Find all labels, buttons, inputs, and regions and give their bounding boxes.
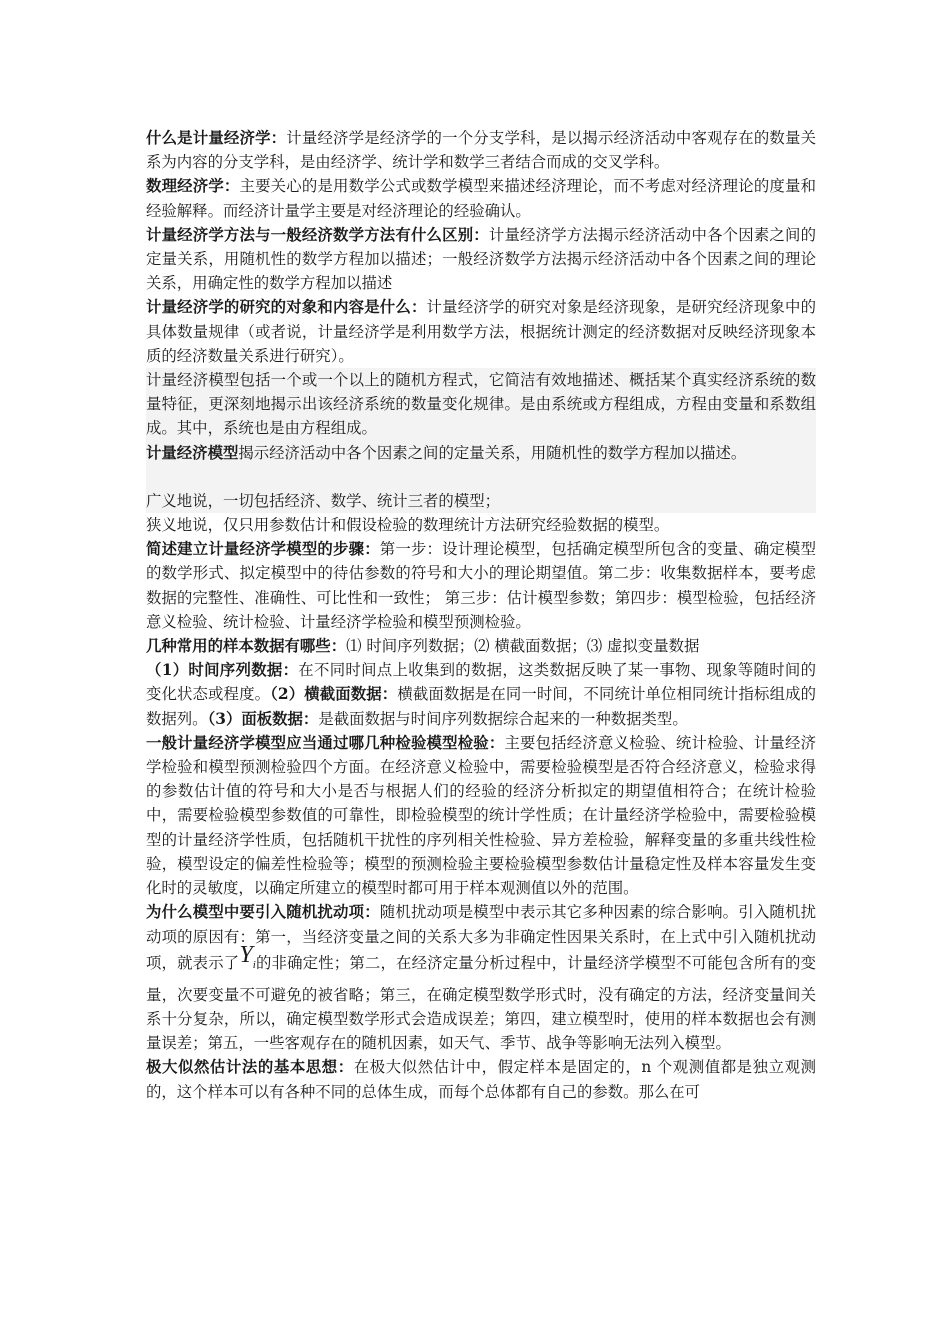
paragraph-mle	[146, 1055, 816, 1103]
paragraph-narrow-sense	[146, 513, 816, 537]
heading: 一般计量经济学模型应当通过哪几种检验模型检验：	[146, 733, 505, 752]
heading: 什么是计量经济学：	[146, 129, 287, 147]
paragraph-model-steps	[146, 537, 816, 634]
body-text: 主要包括经济意义检验、统计检验、计量经济学检验和模型预测检验四个方面。在经济意义检验中，需要检验模型是否符合经济意义，检验求得的参数估计值的符号和大小是否与根据人们的经验的经济分析拟定的期望值相符合；在统计检验中，需要检验模型参数值的可靠性，即检验模型的统计学性质；在计量经济学检验中，需要检验模型的计量经济学性质，包括随机干扰性的序列相关性检验、异方差检验，解释变量的多重共线性检验，模型设定的偏差性检验等；模型的预测检验主要检验模型参数估计量稳定性及样本容量发生变化时的灵敏度，以确定所建立的模型时都可用于样本观测值以外的范围。	[146, 733, 816, 898]
math-yi	[239, 941, 256, 971]
paragraph-econometrics-definition	[146, 126, 816, 174]
body-text: 在不同时间点上收集到的数据，这类数据反映了某一事物、现象等随时间的变化状态或程度。	[146, 661, 816, 704]
body-text: 广义地说，一切包括经济、数学、统计三者的模型；	[146, 491, 500, 510]
heading: 为什么模型中要引入随机扰动项：	[146, 903, 380, 922]
paragraph-random-disturbance	[146, 900, 816, 1055]
body-text: 横截面数据是在同一时间，不同统计单位相同统计指标组成的数据列。	[146, 685, 816, 728]
paragraph-model-description	[146, 368, 816, 441]
body-text: 计量经济学方法揭示经济活动中各个因素之间的定量关系，用随机性的数学方程加以描述；一般经济数学方法揭示经济活动中各个因素之间的理论关系，用确定性的数学方程加以描述	[146, 225, 816, 293]
heading: 简述建立计量经济学模型的步骤：	[146, 540, 380, 559]
blank-line	[146, 465, 816, 489]
heading: 几种常用的样本数据有哪些：	[146, 637, 347, 656]
body-text: 计量经济模型包括一个或一个以上的随机方程式，它简洁有效地描述、概括某个真实经济系统的数量特征，更深刻地揭示出该经济系统的数量变化规律。是由系统或方程组成，方程由变量和系数组成。其中，系统也是由方程组成。	[146, 371, 816, 438]
paragraph-mathematical-economics	[146, 174, 816, 222]
body-text: 揭示经济活动中各个因素之间的定量关系，用随机性的数学方程加以描述。	[238, 443, 747, 462]
body-text: 第一步：设计理论模型，包括确定模型所包含的变量、确定模型的数学形式、拟定模型中的待估参数的符号和大小的理论期望值。第二步：收集数据样本，要考虑数据的完整性、准确性、可比性和一致性； 第三步：估计模型参数；第四步：模型检验，包括经济意义检验、统计检验、计量经济学检验和模型预测检验。	[146, 540, 816, 631]
heading: 计量经济模型	[146, 443, 239, 462]
body-text: 的非确定性；第二，在经济定量分析过程中，计量经济学模型不可能包含所有的变量，次要变量不可避免的被省略；第三，在确定模型数学形式时，没有确定的方法，经济变量间关系十分复杂，所以，确定模型数学形式会造成误差；第四，建立模型时，使用的样本数据也会有测量误差；第五，一些客观存在的随机因素，如天气、季节、战争等影响无法列入模型。	[146, 953, 816, 1053]
heading: 数理经济学：	[146, 177, 240, 196]
subheading-cross-section: （2）横截面数据：	[270, 685, 398, 704]
heading: 极大似然估计法的基本思想：	[146, 1058, 354, 1077]
body-text: 狭义地说，仅只用参数估计和假设检验的数理统计方法研究经验数据的模型。	[146, 516, 670, 535]
paragraph-broad-sense	[146, 489, 816, 513]
subheading-time-series: （1）时间序列数据：	[146, 661, 299, 680]
paragraph-sample-data	[146, 634, 816, 731]
paragraph-model-definition	[146, 441, 816, 465]
math-y: Y	[239, 941, 253, 968]
document-page	[146, 126, 816, 1104]
subheading-panel-data: （3）面板数据：	[207, 709, 319, 728]
math-subscript-i: i	[252, 958, 256, 971]
paragraph-research-object	[146, 295, 816, 368]
body-text: 主要关心的是用数学公式或数学模型来描述经济理论，而不考虑对经济理论的度量和经验解释。而经济计量学主要是对经济理论的经验确认。	[146, 177, 816, 220]
body-text: 在极大似然估计中，假定样本是固定的，n 个观测值都是独立观测的，这个样本可以有各种不同的总体生成，而每个总体都有自己的参数。那么在可	[146, 1058, 816, 1101]
body-text: ⑴ 时间序列数据；⑵ 横截面数据；⑶ 虚拟变量数据	[346, 637, 700, 656]
body-text: 计量经济学是经济学的一个分支学科，是以揭示经济活动中客观存在的数量关系为内容的分支学科，是由经济学、统计学和数学三者结合而成的交叉学科。	[146, 129, 816, 172]
body-text: 随机扰动项是模型中表示其它多种因素的综合影响。引入随机扰动项的原因有：第一，当经济变量之间的关系大多为非确定性因果关系时，在上式中引入随机扰动项，就表示了	[146, 903, 816, 972]
heading: 计量经济学的研究的对象和内容是什么：	[146, 298, 427, 317]
body-text: 是截面数据与时间序列数据综合起来的一种数据类型。	[318, 709, 688, 728]
heading: 计量经济学方法与一般经济数学方法有什么区别：	[146, 225, 489, 244]
body-text: 计量经济学的研究对象是经济现象，是研究经济现象中的具体数量规律（或者说，计量经济学是利用数学方法，根据统计测定的经济数据对反映经济现象本质的经济数量关系进行研究）。	[146, 298, 816, 365]
paragraph-model-tests	[146, 731, 816, 900]
paragraph-method-difference	[146, 223, 816, 296]
